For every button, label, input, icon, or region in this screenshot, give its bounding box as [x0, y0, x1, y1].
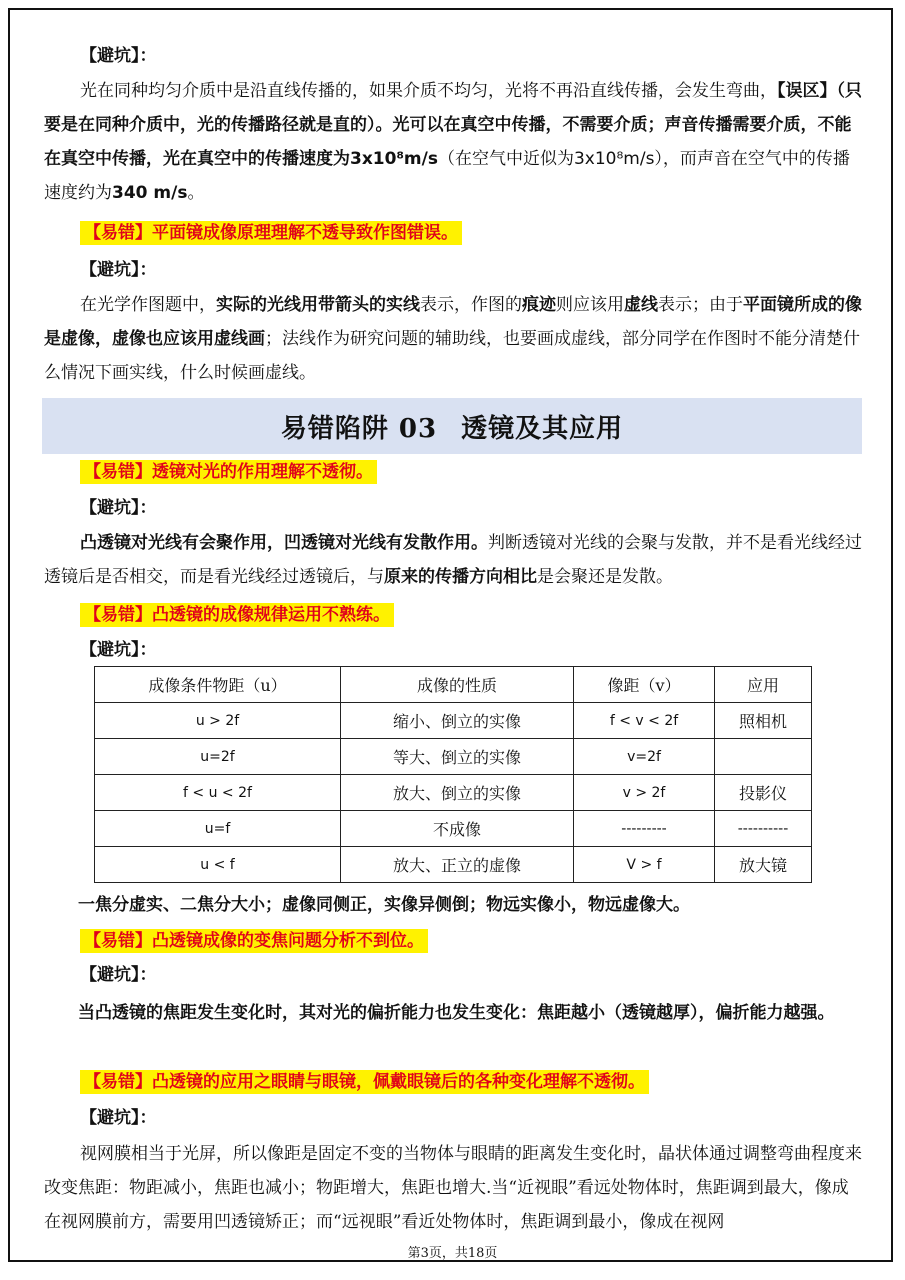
table-header-cell: 像距（v）: [574, 667, 715, 703]
table-header-row: [95, 667, 812, 703]
yicuo-callout-lens-effect: 【易错】透镜对光的作用理解不透彻。: [80, 460, 865, 484]
paragraph-optical-drawing: 在光学作图题中，实际的光线用带箭头的实线表示，作图的痕迹则应该用虚线表示；由于平面镜所成的像是虚像，虚像也应该用虚线画；法线作为研究问题的辅助线，也要画成虚线，部分同学在作图时不能分清楚什么情况下画实线，什么时候画虚线。: [44, 295, 862, 383]
table-cell: ---------: [574, 811, 715, 847]
table-row: [95, 811, 812, 847]
table-cell: ----------: [715, 811, 812, 847]
bikeng-label: 【避坑】：: [80, 498, 157, 518]
table-cell: 不成像: [341, 811, 574, 847]
table-header-cell: 应用: [715, 667, 812, 703]
bikeng-label: 【避坑】：: [80, 965, 157, 985]
yicuo-callout-zoom: 【易错】凸透镜成像的变焦问题分析不到位。: [80, 929, 865, 953]
table-cell: 投影仪: [715, 775, 812, 811]
paragraph-lens-convergence: 凸透镜对光线有会聚作用，凹透镜对光线有发散作用。判断透镜对光线的会聚与发散，并不是看光线经过透镜后是否相交，而是看光线经过透镜后，与原来的传播方向相比是会聚还是发散。: [44, 533, 862, 587]
section-title-banner: 易错陷阱 03 透镜及其应用: [42, 398, 862, 454]
table-cell: u=f: [95, 811, 341, 847]
bikeng-label: 【避坑】：: [80, 640, 157, 660]
table-cell: 等大、倒立的实像: [341, 739, 574, 775]
table-cell: u=2f: [95, 739, 341, 775]
paragraph-focal-length: 当凸透镜的焦距发生变化时，其对光的偏折能力也发生变化：焦距越小（透镜越厚），偏折能力越强。: [78, 1003, 835, 1023]
table-cell: 缩小、倒立的实像: [341, 703, 574, 739]
table-row: [95, 775, 812, 811]
table-cell: 放大、倒立的实像: [341, 775, 574, 811]
yicuo-callout-eyes-glasses: 【易错】凸透镜的应用之眼睛与眼镜，佩戴眼镜后的各种变化理解不透彻。: [80, 1070, 865, 1094]
table-row: [95, 739, 812, 775]
table-header-cell: 成像条件物距（u）: [95, 667, 341, 703]
table-cell: V > f: [574, 847, 715, 883]
table-cell: u < f: [95, 847, 341, 883]
table-header-cell: 成像的性质: [341, 667, 574, 703]
table-cell: v > 2f: [574, 775, 715, 811]
table-cell: 放大镜: [715, 847, 812, 883]
table-row: [95, 847, 812, 883]
bikeng-label: 【避坑】：: [80, 1108, 157, 1128]
imaging-rules-table: [94, 666, 812, 883]
table-cell: f < v < 2f: [574, 703, 715, 739]
table-cell: v=2f: [574, 739, 715, 775]
bikeng-label: 【避坑】：: [80, 46, 157, 66]
table-cell: f < u < 2f: [95, 775, 341, 811]
yicuo-callout-imaging-rules: 【易错】凸透镜的成像规律运用不熟练。: [80, 603, 865, 627]
table-cell: 照相机: [715, 703, 812, 739]
bikeng-label: 【避坑】：: [80, 260, 157, 280]
yicuo-callout-plane-mirror: 【易错】平面镜成像原理理解不透导致作图错误。: [80, 221, 865, 245]
mnemonic-summary: 一焦分虚实、二焦分大小；虚像同侧正，实像异侧倒；物远实像小，物远虚像大。: [78, 895, 690, 915]
page-number-footer: 第3页，共18页: [407, 1246, 498, 1261]
table-cell: 放大、正立的虚像: [341, 847, 574, 883]
table-row: [95, 703, 812, 739]
table-cell: [715, 739, 812, 775]
table-cell: u > 2f: [95, 703, 341, 739]
paragraph-eye-vision: 视网膜相当于光屏，所以像距是固定不变的当物体与眼睛的距离发生变化时，晶状体通过调整弯曲程度来改变焦距：物距减小，焦距也减小；物距增大，焦距也增大.当“近视眼”看远处物体时，焦距调到最大，像成在视网膜前方，需要用凹透镜矫正；而“远视眼”看近处物体时，焦距调到最小，像成在视网: [44, 1144, 862, 1232]
paragraph-light-propagation: 光在同种均匀介质中是沿直线传播的，如果介质不均匀，光将不再沿直线传播，会发生弯曲，【误区】（只要是在同种介质中，光的传播路径就是直的）。光可以在真空中传播，不需要介质；声音传播需要介质，不能在真空中传播，光在真空中的传播速度为3x10⁸m/s（在空气中近似为3x10⁸m/s），而声音在空气中的传播速度约为340 m/s。: [44, 81, 862, 203]
